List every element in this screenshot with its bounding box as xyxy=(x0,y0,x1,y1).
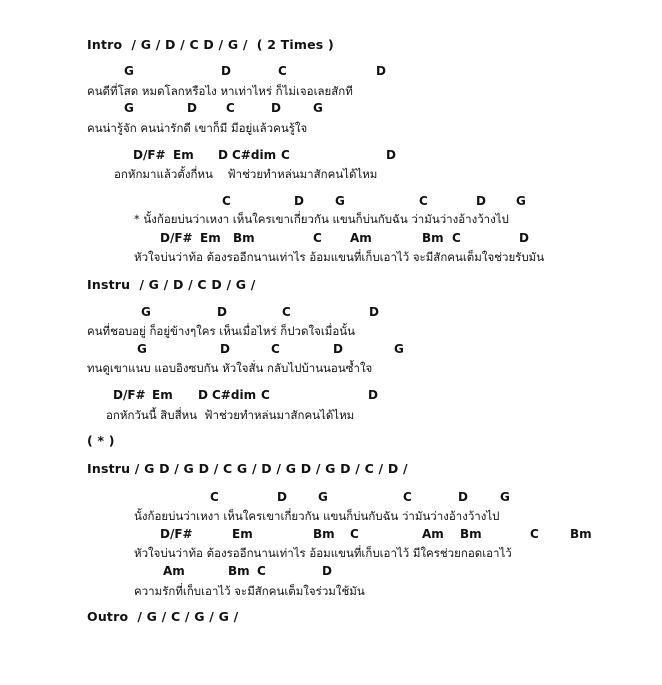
final-chorus-lyrics-2: หัวใจบ่นว่าท้อ ต้องรออีกนานเท่าไร อ้อมแขนที่เก็บเอาไว้ มีใครช่วยกอดเอาไว้ xyxy=(134,546,512,560)
chord: C#dim xyxy=(232,148,277,162)
chord: D xyxy=(277,490,287,504)
chord: D xyxy=(322,564,332,578)
chord: D xyxy=(217,305,227,319)
chord: G xyxy=(318,490,328,504)
verse2-lyrics-2: ทนดูเขาแนบ แอบอิงซบกัน หัวใจสั่น กลับไปบ้านนอนซ้ำใจ xyxy=(87,361,373,375)
chord: G xyxy=(516,194,526,208)
chord: D xyxy=(376,64,386,78)
chord: C xyxy=(222,194,231,208)
chord: C xyxy=(282,305,291,319)
chord: Am xyxy=(422,527,444,541)
verse1-lyrics-1: คนดีที่โสด หมดโลกหรือไง หาเท่าไหร่ ก็ไม่เจอเลยสักที xyxy=(87,84,353,98)
chord: C xyxy=(419,194,428,208)
chord: D xyxy=(221,64,231,78)
chord: Am xyxy=(163,564,185,578)
chord: G xyxy=(313,101,323,115)
chord: D/F# xyxy=(160,527,193,541)
chord: Am xyxy=(350,231,372,245)
chord: D xyxy=(294,194,304,208)
repeat-marker: ( * ) xyxy=(87,433,115,448)
chord: G xyxy=(394,342,404,356)
chorus-lyrics-1: * นั้งก้อยบ่นว่าเหงา เห็นใครเขาเกี่ยวกัน แขนก็บ่นกับฉัน ว่ามันว่างอ้างว้างไป xyxy=(134,212,509,226)
chord: G xyxy=(141,305,151,319)
chord: D xyxy=(198,388,208,402)
chord: C xyxy=(271,342,280,356)
instru-line-2: Instru / G D / G D / C G / D / G D / G D / C / D / xyxy=(87,461,408,476)
chord: D xyxy=(271,101,281,115)
chord: Em xyxy=(152,388,173,402)
chord: D/F# xyxy=(160,231,193,245)
chord: Em xyxy=(200,231,221,245)
chord: Bm xyxy=(313,527,335,541)
chord: D xyxy=(476,194,486,208)
chord: C xyxy=(452,231,461,245)
chord: G xyxy=(500,490,510,504)
chord: C xyxy=(350,527,359,541)
chord: Bm xyxy=(233,231,255,245)
chord: C xyxy=(313,231,322,245)
chord: D xyxy=(220,342,230,356)
chord: D xyxy=(368,388,378,402)
final-chorus-lyrics-1: นั้งก้อยบ่นว่าเหงา เห็นใครเขาเกี่ยวกัน แขนก็บ่นกับฉัน ว่ามันว่างอ้างว้างไป xyxy=(134,509,500,523)
chord: D/F# xyxy=(113,388,146,402)
chord: C xyxy=(261,388,270,402)
outro-line: Outro / G / C / G / G / xyxy=(87,609,239,624)
verse1-lyrics-2: คนน่ารู้จัก คนน่ารักดี เขาก็มี มีอยู่แล้วคนรู้ใจ xyxy=(87,121,308,135)
chord: C xyxy=(278,64,287,78)
chord: C xyxy=(257,564,266,578)
chord: D/F# xyxy=(133,148,166,162)
chord: C xyxy=(210,490,219,504)
verse2-lyrics-1: คนที่ชอบอยู่ ก็อยู่ข้างๆใคร เห็นเมื่อไหร่ ก็ปวดใจเมื่อนั้น xyxy=(87,324,355,338)
chord: C#dim xyxy=(212,388,257,402)
chord: D xyxy=(333,342,343,356)
chord: Bm xyxy=(570,527,592,541)
chord: D xyxy=(458,490,468,504)
chord: G xyxy=(137,342,147,356)
chord: Em xyxy=(173,148,194,162)
chord: D xyxy=(218,148,228,162)
chord: G xyxy=(124,64,134,78)
chord: D xyxy=(369,305,379,319)
verse1-lyrics-3: อกหักมาแล้วตั้งกี่หน ฟ้าช่วยทำหล่นมาสักคนได้ไหม xyxy=(114,167,378,181)
chord: D xyxy=(187,101,197,115)
intro-line: Intro / G / D / C D / G / ( 2 Times ) xyxy=(87,37,334,52)
chord: Bm xyxy=(460,527,482,541)
chord: Bm xyxy=(228,564,250,578)
chord: C xyxy=(281,148,290,162)
instru-line-1: Instru / G / D / C D / G / xyxy=(87,277,256,292)
chord: G xyxy=(335,194,345,208)
chorus-lyrics-2: หัวใจบ่นว่าท้อ ต้องรออีกนานเท่าไร อ้อมแขนที่เก็บเอาไว้ จะมีสักคนเต็มใจช่วยรับมัน xyxy=(134,250,545,264)
chord: C xyxy=(226,101,235,115)
chord: Em xyxy=(232,527,253,541)
chord: G xyxy=(124,101,134,115)
chord: Bm xyxy=(422,231,444,245)
verse2-lyrics-3: อกหักวันนี้ สิบสี่หน ฟ้าช่วยทำหล่นมาสักคนได้ไหม xyxy=(106,408,355,422)
chord: C xyxy=(403,490,412,504)
chord: C xyxy=(530,527,539,541)
final-chorus-lyrics-3: ความรักที่เก็บเอาไว้ จะมีสักคนเต็มใจร่วมใช้มัน xyxy=(134,584,365,598)
chord: D xyxy=(386,148,396,162)
chord: D xyxy=(519,231,529,245)
